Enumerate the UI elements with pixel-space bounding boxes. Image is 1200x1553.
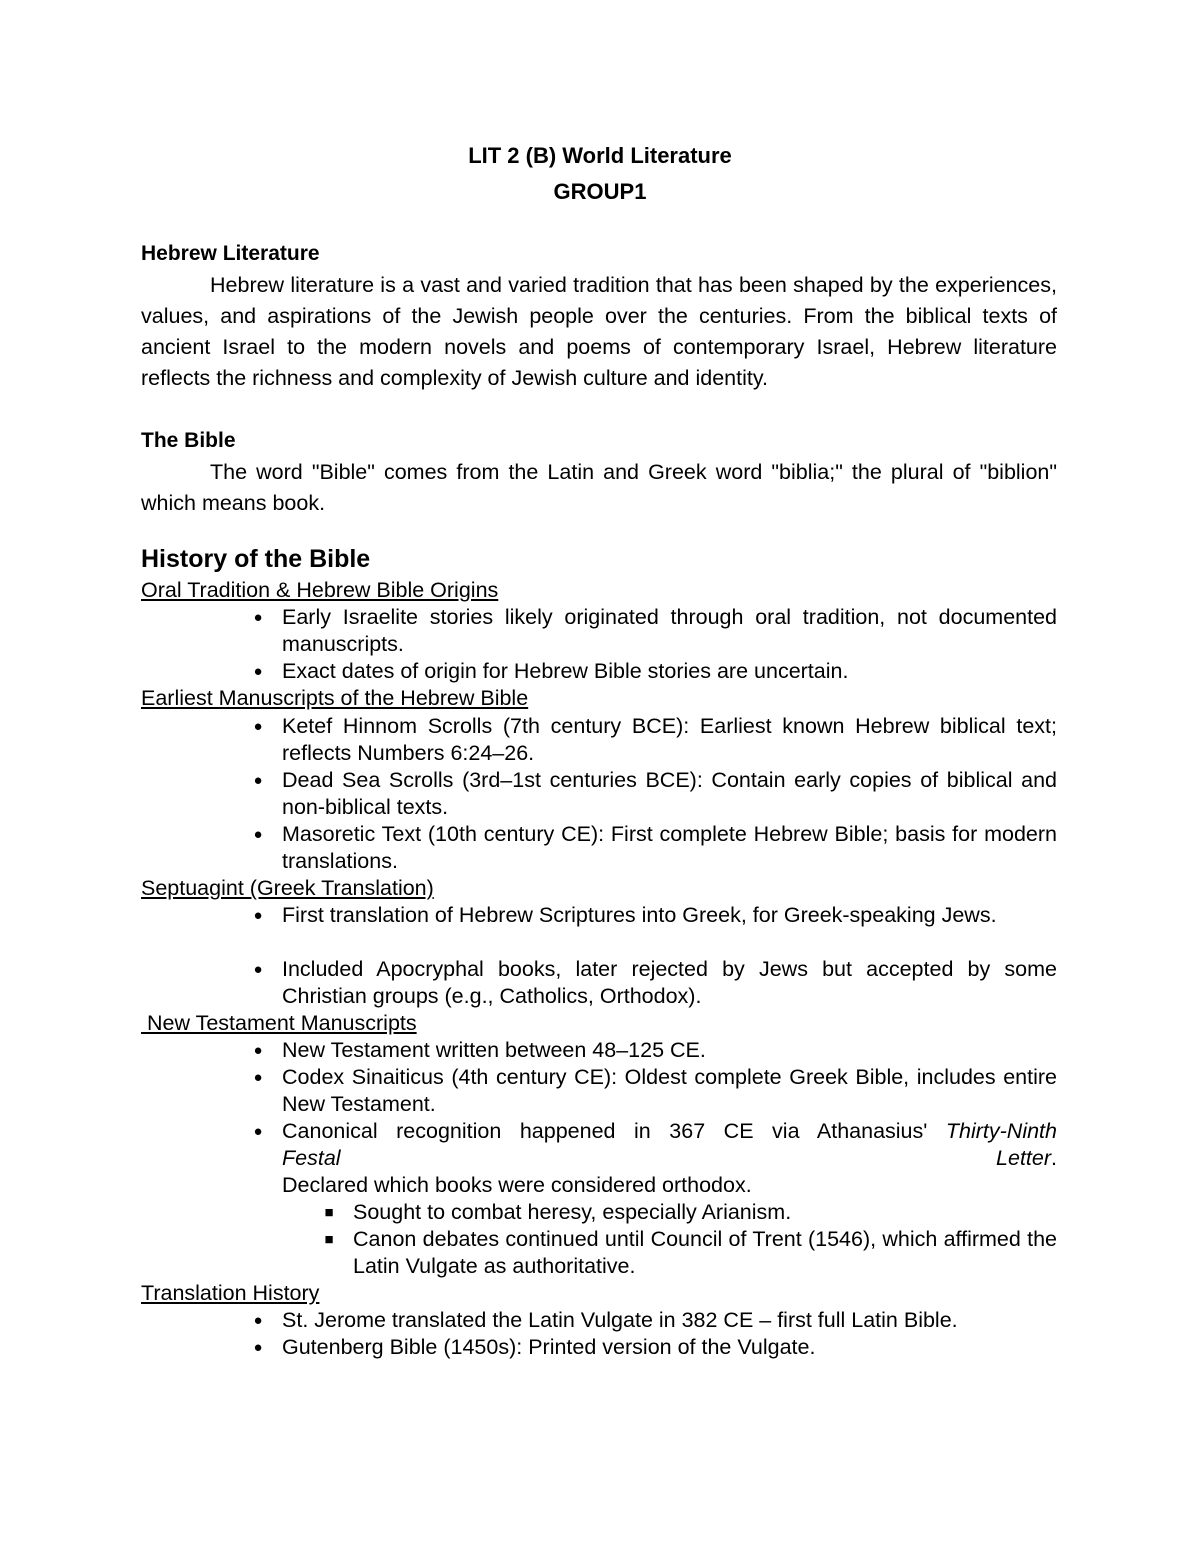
list-item-canonical	[253, 1118, 1057, 1199]
list-item: ● Exact dates of origin for Hebrew Bible stories are uncertain.	[282, 658, 1057, 685]
bullet-icon: ●	[253, 1069, 263, 1086]
bullet-icon: ●	[253, 718, 263, 735]
heading-hebrew-literature: Hebrew Literature	[141, 242, 320, 265]
bullet-icon: ●	[253, 961, 263, 978]
bullet-icon: ●	[253, 772, 263, 789]
list-item: ● Gutenberg Bible (1450s): Printed version of the Vulgate.	[282, 1334, 1057, 1361]
subheading-earliest-manuscripts: Earliest Manuscripts of the Hebrew Bible	[141, 686, 529, 710]
list-item: ● Included Apocryphal books, later rejected by Jews but accepted by some Christian groups (e.g., Catholics, Orthodox).	[282, 956, 1057, 1010]
bullet-icon: ●	[253, 1042, 263, 1059]
list-item: ● Ketef Hinnom Scrolls (7th century BCE): Earliest known Hebrew biblical text; reflects Numbers 6:24–26.	[282, 713, 1057, 767]
list-item: ■ Canon debates continued until Council of Trent (1546), which affirmed the Latin Vulgate as authoritative.	[353, 1226, 1057, 1280]
heading-history-of-the-bible: History of the Bible	[141, 545, 371, 573]
group-label: GROUP1	[553, 179, 647, 204]
list-item: ■ Sought to combat heresy, especially Arianism.	[353, 1199, 1057, 1226]
list-item: ● First translation of Hebrew Scriptures into Greek, for Greek-speaking Jews.	[282, 902, 1057, 929]
bullet-icon: ●	[253, 826, 263, 843]
bullet-icon: ●	[253, 609, 263, 626]
paragraph-the-bible: The word "Bible" comes from the Latin and Greek word "biblia;" the plural of "biblion" which means book.	[141, 460, 1057, 515]
square-bullet-icon: ■	[324, 1231, 334, 1248]
subheading-septuagint: Septuagint (Greek Translation)	[141, 876, 434, 900]
list-item: ● Masoretic Text (10th century CE): First complete Hebrew Bible; basis for modern translations.	[282, 821, 1057, 875]
paragraph-hebrew-literature: Hebrew literature is a vast and varied tradition that has been shaped by the experiences, values, and aspirations of the Jewish people over the centuries. From the biblical texts of ancient Israel to the modern novels and poems of contemporary Israel, Hebrew literature reflects the richness and complexity of Jewish culture and identity.	[141, 273, 1057, 390]
list-item: ● St. Jerome translated the Latin Vulgate in 382 CE – first full Latin Bible.	[282, 1307, 1057, 1334]
list-item: ● New Testament written between 48–125 CE.	[282, 1037, 1057, 1064]
subheading-oral-tradition: Oral Tradition & Hebrew Bible Origins	[141, 578, 499, 602]
square-bullet-icon: ■	[324, 1204, 334, 1221]
canonical-line-1: Canonical recognition happened in 367 CE via Athanasius' Thirty-Ninth	[282, 1119, 1057, 1143]
heading-the-bible: The Bible	[141, 429, 236, 452]
subheading-translation-history: Translation History	[141, 1281, 320, 1305]
list-item: ● Codex Sinaiticus (4th century CE): Oldest complete Greek Bible, includes entire New Testament.	[282, 1064, 1057, 1118]
list-item: ● Dead Sea Scrolls (3rd–1st centuries BCE): Contain early copies of biblical and non-biblical texts.	[282, 767, 1057, 821]
list-item: ● Early Israelite stories likely originated through oral tradition, not documented manuscripts.	[282, 604, 1057, 658]
bullet-icon: ●	[253, 1123, 263, 1140]
bullet-icon: ●	[253, 1312, 263, 1329]
bullet-icon: ●	[253, 663, 263, 680]
bullet-icon: ●	[253, 1339, 263, 1356]
subheading-new-testament: New Testament Manuscripts	[141, 1011, 417, 1035]
document-title: LIT 2 (B) World Literature	[468, 143, 732, 168]
bullet-icon: ●	[253, 907, 263, 924]
canonical-line-3: Declared which books were considered orthodox.	[282, 1173, 752, 1197]
canonical-line-2: Festal Letter.	[282, 1146, 1057, 1170]
